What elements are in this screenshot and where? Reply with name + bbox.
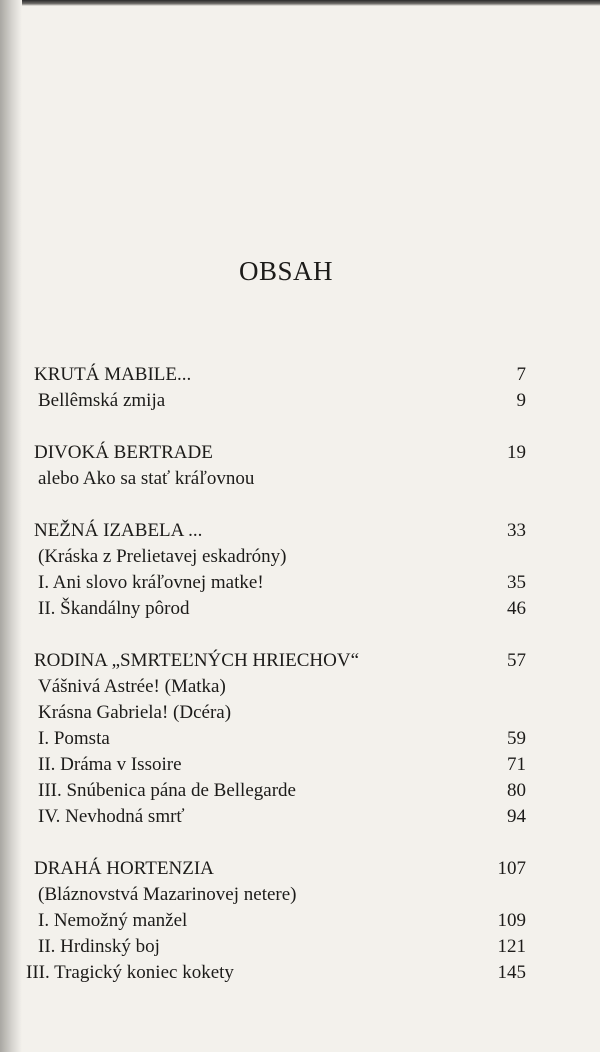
toc-entry-row — [26, 674, 526, 700]
toc-entry-label: (Bláznovstvá Mazarinovej netere) — [38, 884, 297, 905]
toc-entry-row — [26, 726, 526, 752]
toc-section-izabela — [26, 518, 526, 622]
toc-page-number: 57 — [507, 650, 526, 671]
toc-entry-row — [26, 388, 526, 414]
toc-page-number: 80 — [507, 780, 526, 801]
toc-page-number: 7 — [516, 364, 526, 385]
toc-heading-label: DRAHÁ HORTENZIA — [34, 858, 214, 879]
toc-section-mabile — [26, 362, 526, 414]
toc-section-hortenzia — [26, 856, 526, 986]
toc-page-number: 46 — [507, 598, 526, 619]
toc-entry-row — [26, 596, 526, 622]
toc-entry-label: III. Tragický koniec kokety — [26, 962, 234, 983]
toc-section-bertrade — [26, 440, 526, 492]
toc-heading-label: NEŽNÁ IZABELA ... — [34, 520, 203, 541]
toc-page-number: 35 — [507, 572, 526, 593]
table-of-contents — [26, 362, 526, 1012]
toc-page-number: 33 — [507, 520, 526, 541]
toc-page-number: 71 — [507, 754, 526, 775]
toc-entry-label: II. Dráma v Issoire — [38, 754, 182, 775]
toc-entry-label: Vášnivá Astrée! (Matka) — [38, 676, 226, 697]
toc-page-number: 107 — [497, 858, 526, 879]
toc-entry-label: Krásna Gabriela! (Dcéra) — [38, 702, 232, 723]
toc-entry-row — [26, 960, 526, 986]
book-spine-shadow — [0, 0, 22, 1052]
toc-entry-row — [26, 778, 526, 804]
toc-entry-label: IV. Nevhodná smrť — [38, 806, 185, 827]
toc-entry-row — [26, 752, 526, 778]
toc-entry-row — [26, 570, 526, 596]
toc-entry-label: Bellêmská zmija — [38, 390, 166, 411]
toc-entry-row — [26, 934, 526, 960]
toc-page-number: 109 — [497, 910, 526, 931]
toc-page-number: 94 — [507, 806, 526, 827]
toc-entry-row — [26, 544, 526, 570]
toc-entry-row — [26, 908, 526, 934]
toc-entry-label: alebo Ako sa stať kráľovnou — [38, 468, 255, 489]
toc-entry-label: (Kráska z Prelietavej eskadróny) — [38, 546, 287, 567]
toc-heading-label: DIVOKÁ BERTRADE — [34, 442, 213, 463]
toc-heading-row — [26, 648, 526, 674]
toc-heading-row — [26, 440, 526, 466]
toc-page-number: 121 — [497, 936, 526, 957]
toc-heading-row — [26, 856, 526, 882]
toc-entry-label: I. Pomsta — [38, 728, 110, 749]
toc-entry-label: III. Snúbenica pána de Bellegarde — [38, 780, 296, 801]
toc-page-number: 59 — [507, 728, 526, 749]
toc-entry-row — [26, 882, 526, 908]
toc-heading-label: KRUTÁ MABILE... — [34, 364, 192, 385]
page-title: OBSAH — [238, 256, 334, 286]
toc-entry-label: II. Hrdinský boj — [38, 936, 160, 957]
toc-page-number: 9 — [516, 390, 526, 411]
toc-entry-row — [26, 466, 526, 492]
toc-entry-label: I. Nemožný manžel — [38, 910, 188, 931]
toc-entry-label: II. Škandálny pôrod — [38, 598, 190, 619]
toc-entry-row — [26, 804, 526, 830]
book-top-edge — [0, 0, 600, 6]
toc-entry-label: I. Ani slovo kráľovnej matke! — [38, 572, 264, 593]
toc-heading-row — [26, 362, 526, 388]
toc-section-rodina — [26, 648, 526, 830]
toc-page-number: 19 — [507, 442, 526, 463]
toc-entry-row — [26, 700, 526, 726]
toc-heading-label: RODINA „SMRTEĽNÝCH HRIECHOV“ — [34, 650, 360, 671]
toc-page-number: 145 — [497, 962, 526, 983]
toc-heading-row — [26, 518, 526, 544]
